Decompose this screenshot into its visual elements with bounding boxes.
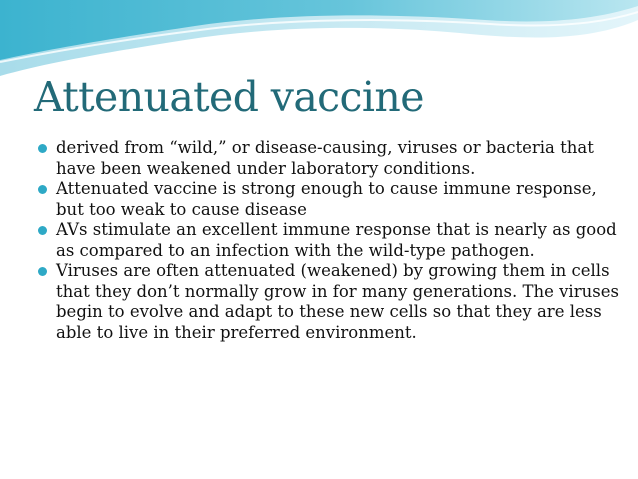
bullet-item <box>38 179 628 220</box>
filled-circle-bullet-icon <box>38 144 47 153</box>
bullet-item <box>38 220 628 261</box>
slide-title: Attenuated vaccine <box>34 73 424 121</box>
bullet-text: derived from “wild,” or disease-causing, viruses or bacteria that have been weakened under laboratory conditions. <box>56 138 594 178</box>
decorative-wave-header <box>0 0 638 80</box>
bullet-list <box>38 138 628 343</box>
bullet-text: Attenuated vaccine is strong enough to cause immune response, but too weak to cause disease <box>56 179 597 219</box>
bullet-text: Viruses are often attenuated (weakened) by growing them in cells that they don’t normally grow in for many generations. The viruses begin to evolve and adapt to these new cells so that they are less able to live in their preferred environment. <box>56 261 619 342</box>
filled-circle-bullet-icon <box>38 185 47 194</box>
filled-circle-bullet-icon <box>38 267 47 276</box>
bullet-item <box>38 138 628 179</box>
filled-circle-bullet-icon <box>38 226 47 235</box>
bullet-item <box>38 261 628 343</box>
bullet-text: AVs stimulate an excellent immune response that is nearly as good as compared to an infection with the wild-type pathogen. <box>56 220 617 260</box>
